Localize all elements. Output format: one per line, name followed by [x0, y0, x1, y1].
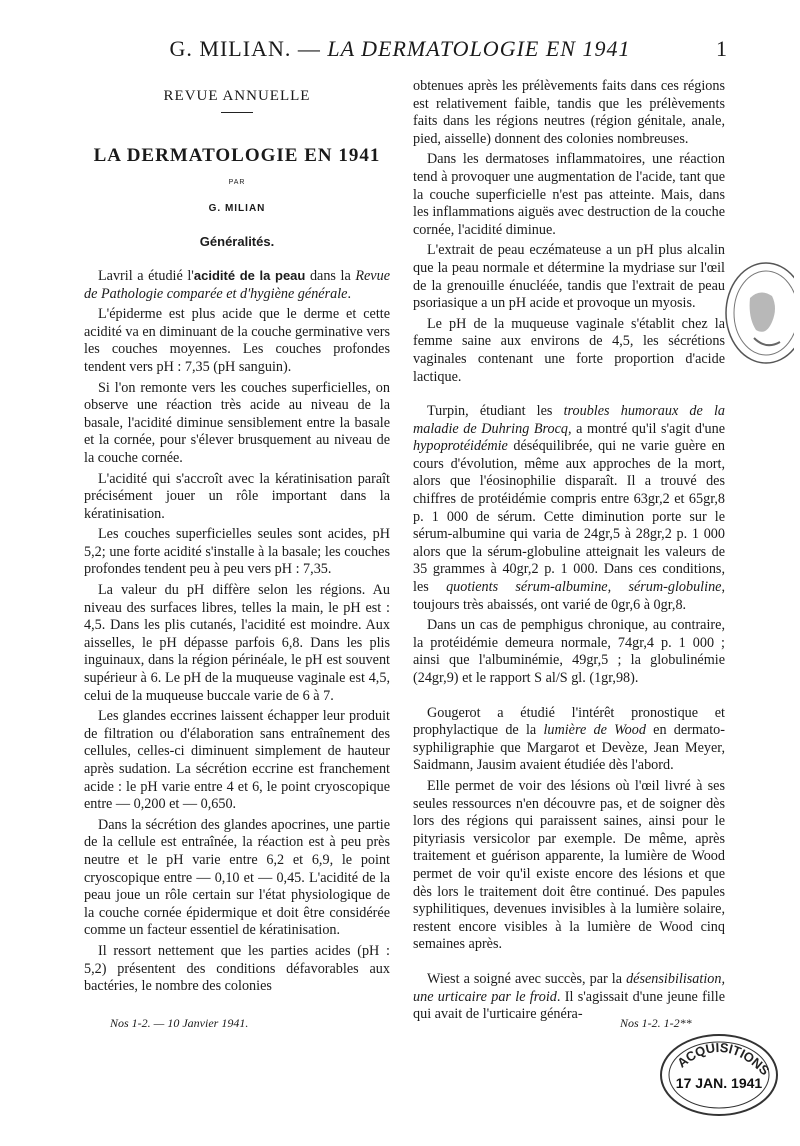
- paragraph: Les couches superficielles seules sont acides, pH 5,2; une forte acidité s'installe à la basale; les couches profondes tendent peu à peu vers pH : 7,35.: [84, 526, 390, 578]
- emphasis-term: acidité de la peau: [193, 267, 306, 283]
- paragraph: Il ressort nettement que les parties acides (pH : 5,2) présentent des conditions défavorables aux bactéries, le nombre des colonies: [84, 942, 390, 995]
- running-author: G. MILIAN. —: [169, 36, 328, 61]
- paragraph: Dans la sécrétion des glandes apocrines, une partie de la cellule est entraînée, la réaction est à peu près neutre et le pH varie entre 6,2 et 6,9, le point cryoscopique entre — 0,10 et — 0,45. L'acidité de la peau joue un rôle certain sur l'état physiologique de la couche cornée épidermique et doit être considérée comme un facteur essentiel de kératinisation.: [84, 816, 390, 939]
- author-name: G. MILIAN: [208, 202, 266, 214]
- paragraph: Les glandes eccrines laissent échapper leur produit de filtration ou d'élaboration sans entraînement des cellules, celles-ci diminuent simplement de hauteur après sudation. La sécrétion eccrine est franchement acide : le pH varie entre 4 et 6, le point cryoscopique entre — 0,200 et — 0,650.: [84, 708, 390, 813]
- paragraph: Wiest a soigné avec succès, par la désensibilisation, une urticaire par le froid. Il s'agissait d'une jeune fille qui avait de l'urticaire généra-: [413, 970, 725, 1023]
- stamp-date-text: 17 JAN. 1941: [675, 1075, 763, 1091]
- paragraph: Si l'on remonte vers les couches superficielles, on observe une réaction très acide au niveau de la basale, l'acidité diminue sensiblement entre la basale et la cornée, pour s'élever brusquement au niveau de la couche cornée.: [84, 379, 390, 466]
- paragraph: Gougerot a étudié l'intérêt pronostique et prophylactique de la lumière de Wood en dermato-syphiligraphie que Margarot et Devèze, Jean Meyer, Saidmann, Jausim avaient étudiée dès l'abord.: [413, 704, 725, 774]
- article-title: LA DERMATOLOGIE EN 1941: [93, 144, 381, 166]
- paragraph: La valeur du pH diffère selon les régions. Au niveau des surfaces libres, telles la main, le pH est : 4,5. Dans les plis cutanés, l'acidité est moindre. Aux aisselles, le pH dépasse parfois 6,8. Dans les plis inguinaux, dans la région périnéale, le pH est souvent supérieur à 6. Le pH de la muqueuse vaginale est 4,5, celui de la muqueuse buccale varie de 6 à 7.: [84, 582, 390, 704]
- page-number: 1: [716, 36, 727, 61]
- paragraph: Le pH de la muqueuse vaginale s'établit chez la femme saine aux environs de 4,5, les sécrétions vaginales contenant une forte proportion d'acide lactique.: [413, 315, 725, 385]
- by-label: PAR: [228, 179, 246, 187]
- running-title: [160, 36, 640, 62]
- paragraph: Dans un cas de pemphigus chronique, au contraire, la protéidémie demeura normale, 74gr,4 p. 1 000 ; ainsi que l'albuminémie, 49gr,5 ; la globulinémie (24gr,9) et le rapport S al/S gl. (1gr,98).: [413, 617, 725, 686]
- right-column: [413, 78, 725, 1027]
- library-seal-icon: [720, 258, 794, 368]
- title-rule: [221, 112, 253, 113]
- paragraph: L'acidité qui s'accroît avec la kératinisation paraît précisément jouer un rôle important dans la kératinisation.: [84, 470, 390, 522]
- page-header: [0, 36, 800, 66]
- paragraph-gap: [413, 957, 725, 971]
- footer-issue: Nos 1-2. — 10 Janvier 1941.: [110, 1016, 249, 1030]
- section-heading: Généralités.: [199, 234, 275, 250]
- paragraph: Turpin, étudiant les troubles humoraux de la maladie de Duhring Brocq, a montré qu'il s'agit d'une hypoprotéidémie déséquilibrée, qui ne varie guère en cours d'évolution, même aux approches de la mort, alors que l'éosinophilie disparaît. Il a trouvé des chiffres de protéidémie compris entre 63gr,2 et 65gr,8 p. 1 000 de sérum. Cette diminution porte sur le sérum-albumine qui varia de 24gr,5 à 28gr,2 p. 1 000 alors que la sérum-globuline atteignait les valeurs de 35 grammes à 40gr,2 p. 1 000. Dans ces conditions, les quotients sérum-albumine, sérum-globuline, toujours très abaissés, ont varié de 0gr,6 à 0gr,8.: [413, 403, 726, 613]
- paragraph-gap: [413, 389, 725, 403]
- revue-label: REVUE ANNUELLE: [163, 88, 311, 104]
- stamp-top-text: ACQUISITIONS: [674, 1039, 773, 1079]
- acquisitions-stamp-icon: [656, 1030, 782, 1120]
- running-journal-title: LA DERMATOLOGIE EN 1941: [327, 36, 631, 61]
- paragraph: L'extrait de peau eczémateuse a un pH plus alcalin que la peau normale et détermine la mydriase sur l'œil de la grenouille énucléée, tandis que l'extrait de peau psoriasique a un pH acide et provoque un myosis.: [413, 242, 725, 312]
- paragraph: obtenues après les prélèvements faits dans ces régions est relativement faible, tandis que les prélèvements faits dans les régions neutres (région génitale, anale, pied, aisselle) donnent des colonies nombreuses.: [413, 78, 725, 147]
- left-column: [84, 78, 390, 999]
- paragraph: Elle permet de voir des lésions où l'œil livré à ses seules ressources n'en découvre pas, et de soigner dès lors des régions qui paraissent saines, ainsi pour le pityriasis versicolor par exemple. De même, après traitement et guérison apparente, la lumière de Wood permet de voir qu'il existe encore des lésions et que dès lors le traitement doit être continué. Des papules syphilitiques, devenues invisibles à la lumière solaire, restent encore visibles à la lumière de Wood cinq semaines après.: [413, 777, 725, 953]
- paragraph: Lavril a étudié l'acidité de la peau dans la Revue de Pathologie comparée et d'hygiène générale.: [84, 267, 390, 302]
- paragraph: Dans les dermatoses inflammatoires, une réaction tend à provoquer une augmentation de l'acide, tant que la couche superficielle n'est pas atteinte. Mais, dans les inflammations aiguës avec destruction de la couche cornée, l'acidité diminue.: [413, 151, 725, 238]
- paragraph: L'épiderme est plus acide que le derme et cette acidité va en diminuant de la couche germinative vers les couches moyennes. Les couches profondes tendent vers pH : 7,35 (pH sanguin).: [84, 306, 390, 375]
- paragraph-gap: [413, 691, 725, 705]
- footer-signature: Nos 1-2. 1-2**: [620, 1016, 692, 1030]
- journal-citation: Revue de Pathologie comparée et d'hygiène générale: [84, 267, 390, 302]
